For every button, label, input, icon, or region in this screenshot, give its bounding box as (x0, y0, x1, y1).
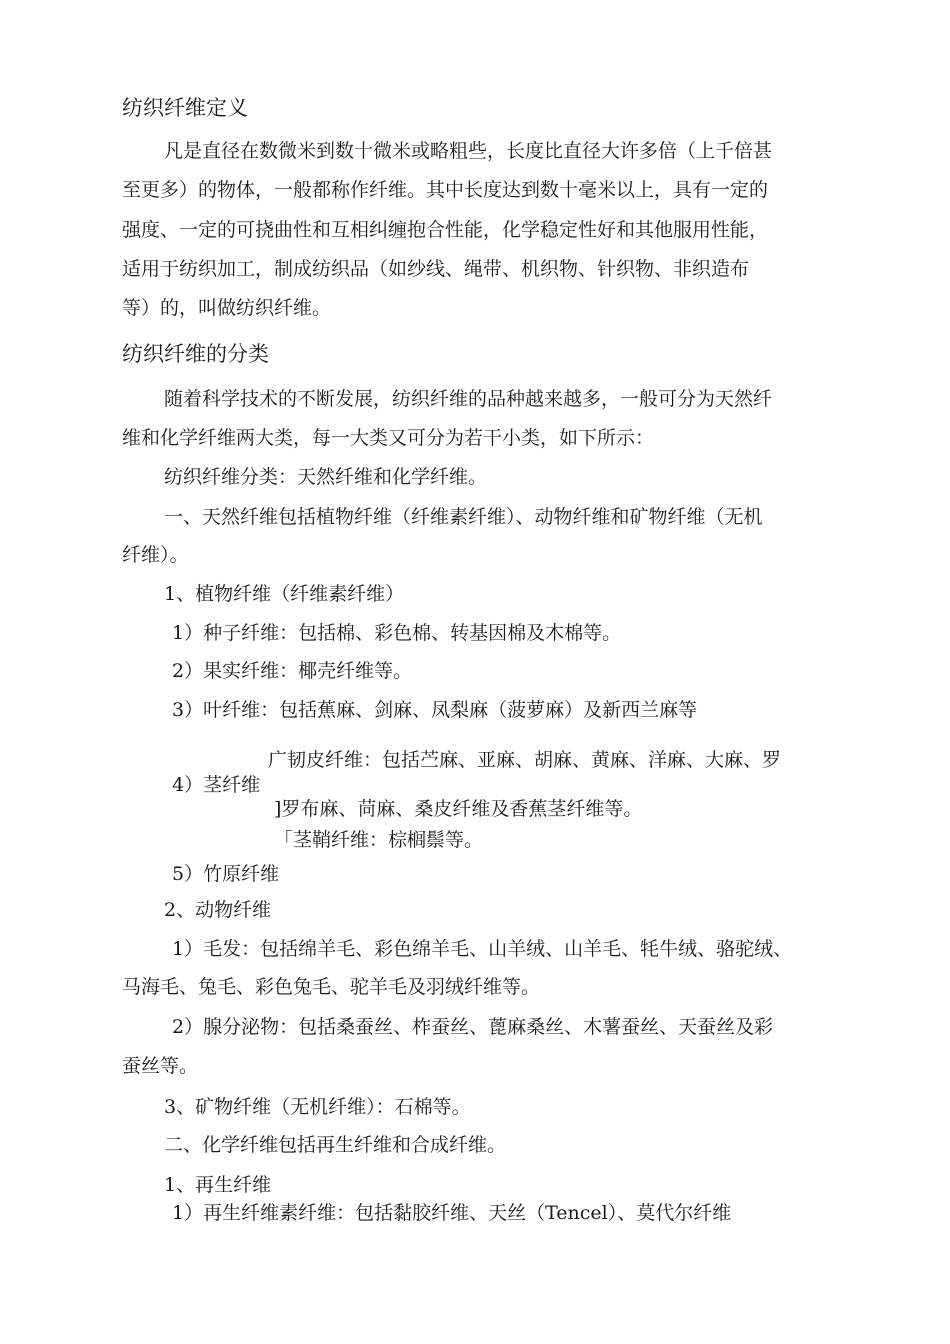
definition-line-5: 等）的，叫做纺织纤维。 (122, 297, 332, 319)
definition-line-1: 凡是直径在数微米到数十微米或略粗些，长度比直径大许多倍（上千倍甚 (164, 140, 773, 162)
gland-line-2: 蚕丝等。 (122, 1055, 199, 1077)
stem-fiber-label: 4）茎纤维 (172, 774, 261, 796)
bamboo-fiber: 5）竹原纤维 (172, 863, 280, 885)
heading-definition: 纺织纤维定义 (122, 96, 248, 120)
chemical-fiber: 二、化学纤维包括再生纤维和合成纤维。 (164, 1134, 507, 1156)
stem-sheath-fiber: 「茎鞘纤维：棕榈鬃等。 (274, 829, 484, 851)
natural-line-1: 一、天然纤维包括植物纤维（纤维素纤维）、动物纤维和矿物纤维（无机 (164, 506, 763, 528)
plant-fiber-title: 1、植物纤维（纤维素纤维） (164, 583, 405, 605)
gland-line-1: 2）腺分泌物：包括桑蚕丝、柞蚕丝、蓖麻桑丝、木薯蚕丝、天蚕丝及彩 (172, 1016, 774, 1038)
regenerated-fiber-title: 1、再生纤维 (164, 1174, 272, 1196)
definition-line-2: 至更多）的物体，一般都称作纤维。其中长度达到数十毫米以上，具有一定的 (122, 179, 769, 201)
intro-line-1: 随着科学技术的不断发展，纺织纤维的品种越来越多，一般可分为天然纤 (164, 388, 773, 410)
stem-bast-line-1: 广韧皮纤维：包括苎麻、亚麻、胡麻、黄麻、洋麻、大麻、罗 (268, 749, 782, 771)
leaf-fiber: 3）叶纤维：包括蕉麻、剑麻、凤梨麻（菠萝麻）及新西兰麻等 (172, 699, 698, 721)
regenerated-cellulose-fiber: 1）再生纤维素纤维：包括黏胶纤维、天丝（Tencel）、莫代尔纤维 (172, 1202, 732, 1224)
fruit-fiber: 2）果实纤维：椰壳纤维等。 (172, 660, 413, 682)
heading-classification: 纺织纤维的分类 (122, 342, 269, 366)
animal-fiber-title: 2、动物纤维 (164, 899, 272, 921)
hair-line-2: 马海毛、兔毛、彩色兔毛、驼羊毛及羽绒纤维等。 (122, 976, 541, 998)
seed-fiber: 1）种子纤维：包括棉、彩色棉、转基因棉及木棉等。 (172, 622, 622, 644)
definition-line-3: 强度、一定的可挠曲性和互相纠缠抱合性能，化学稳定性好和其他服用性能， (122, 219, 769, 241)
stem-bast-line-2: ]罗布麻、苘麻、桑皮纤维及香蕉茎纤维等。 (274, 798, 643, 820)
intro-line-2: 维和化学纤维两大类，每一大类又可分为若干小类，如下所示： (122, 427, 655, 449)
mineral-fiber: 3、矿物纤维（无机纤维）：石棉等。 (164, 1096, 471, 1118)
classification-summary: 纺织纤维分类：天然纤维和化学纤维。 (164, 466, 488, 488)
natural-line-2: 纤维）。 (122, 544, 189, 566)
definition-line-4: 适用于纺织加工，制成纺织品（如纱线、绳带、机织物、针织物、非织造布 (122, 258, 750, 280)
hair-line-1: 1）毛发：包括绵羊毛、彩色绵羊毛、山羊绒、山羊毛、牦牛绒、骆驼绒、 (172, 938, 793, 960)
